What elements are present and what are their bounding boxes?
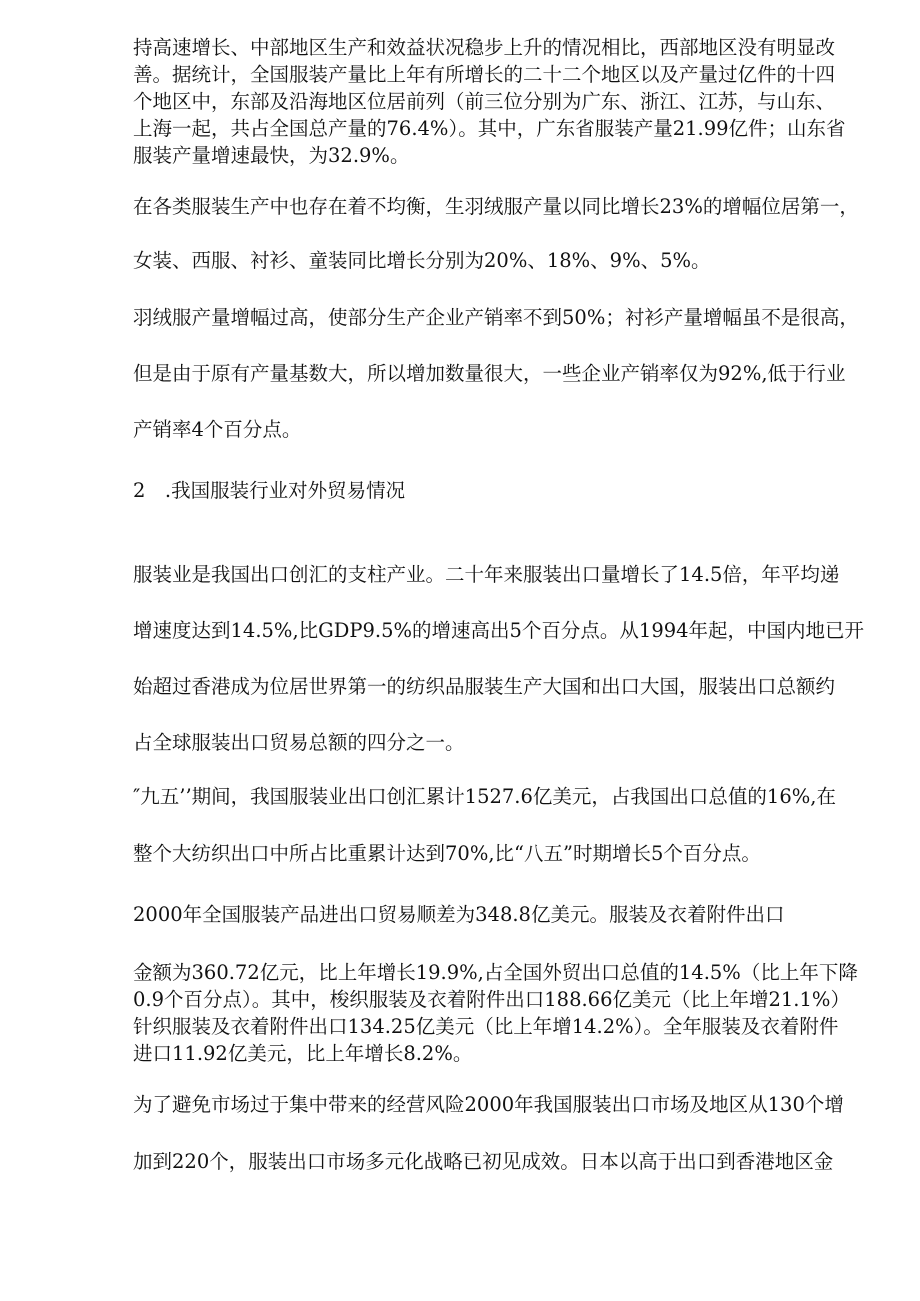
text-line: ″九五’’期间，我国服装业出口创汇累计1527.6亿美元，占我国出口总值的16%,在 (133, 785, 836, 808)
text-line: 服装产量增速最快，为32.9%。 (133, 144, 410, 167)
text-line: 女装、西服、衬衫、童装同比增长分别为20%、18%、9%、5%。 (133, 249, 711, 272)
text-line: 服装业是我国出口创汇的支柱产业。二十年来服装出口量增长了14.5倍，年平均递 (133, 563, 840, 586)
text-line: 为了避免市场过于集中带来的经营风险2000年我国服装出口市场及地区从130个增 (133, 1093, 844, 1116)
text-line: 占全球服装出口贸易总额的四分之一。 (133, 731, 465, 754)
text-line: 增速度达到14.5%,比GDP9.5%的增速高出5个百分点。从1994年起，中国内地已开 (133, 619, 865, 642)
text-line: 金额为360.72亿元，比上年增长19.9%,占全国外贸出口总值的14.5%（比上年下降 (133, 961, 858, 984)
text-line: 善。据统计，全国服装产量比上年有所增长的二十二个地区以及产量过亿件的十四 (133, 63, 836, 86)
text-line: 但是由于原有产量基数大，所以增加数量很大，一些企业产销率仅为92%,低于行业 (133, 362, 846, 385)
text-line: 上海一起，共占全国总产量的76.4%）。其中，广东省服装产量21.99亿件；山东省 (133, 117, 846, 140)
text-line: 加到220个，服装出口市场多元化战略已初见成效。日本以高于出口到香港地区金 (133, 1150, 834, 1173)
text-line: 针织服装及衣着附件出口134.25亿美元（比上年增14.2%）。全年服装及衣着附件 (133, 1015, 839, 1038)
text-line: 整个大纺织出口中所占比重累计达到70%,比“八五”时期增长5个百分点。 (133, 842, 761, 865)
text-line: 始超过香港成为位居世界第一的纺织品服装生产大国和出口大国，服装出口总额约 (133, 675, 836, 698)
text-line: 持高速增长、中部地区生产和效益状况稳步上升的情况相比，西部地区没有明显改 (133, 36, 836, 59)
section-heading: 2 .我国服装行业对外贸易情况 (133, 479, 406, 502)
text-line: 个地区中，东部及沿海地区位居前列（前三位分别为广东、浙江、江苏，与山东、 (133, 90, 836, 113)
text-line: 羽绒服产量增幅过高，使部分生产企业产销率不到50%；衬衫产量增幅虽不是很高， (133, 306, 859, 329)
text-line: 在各类服装生产中也存在着不均衡，生羽绒服产量以同比增长23%的增幅位居第一， (133, 195, 859, 218)
text-line: 产销率4个百分点。 (133, 418, 302, 441)
text-line: 2000年全国服装产品进出口贸易顺差为348.8亿美元。服装及衣着附件出口 (133, 903, 785, 926)
text-line: 进口11.92亿美元，比上年增长8.2%。 (133, 1042, 473, 1065)
text-line: 0.9个百分点）。其中，梭织服装及衣着附件出口188.66亿美元（比上年增21.1%） (133, 988, 850, 1011)
